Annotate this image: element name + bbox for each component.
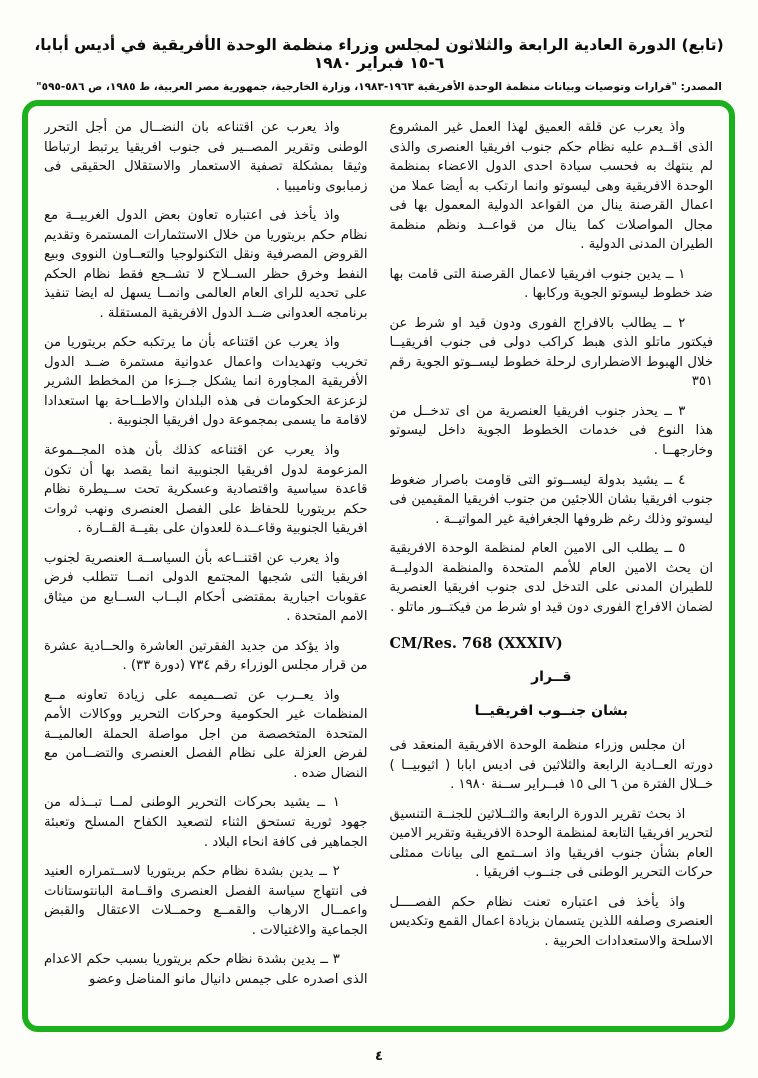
- page-number: ٤: [375, 1049, 383, 1064]
- resolution-reference: CM/Res. 768 (XXXIV): [389, 635, 563, 653]
- paragraph-reaffirm-resolution-734: واذ يؤكد من جديد الفقرتين العاشرة والحــادية عشرة من قرار مجلس الوزراء رقم ٧٣٤ (دورة ٣٣) .: [44, 638, 368, 674]
- paragraph-coordination-committee: اذ بحث تقرير الدورة الرابعة والثــلاثين للجنــة التنسيق لتحرير افريقيا التابعة لمنظمة الوحدة الافريقية وتقرير الامين العام بشأن جنوب افريقيا واذ اســتمع الى بيانات ممثلى حركات التحرير الوطنى فى جنــوب افريقيا .: [389, 806, 713, 881]
- paragraph-clause-2-release-matlou: ٢ ــ يطالب بالافراج الفورى ودون قيد او شرط عن فيكتور ماتلو الذى هبط كراكب دولى فى جنوب افريقيــا خلال الهبوط الاضطرارى لرحلة خطوط ليســوتو الجوية رقم ٣٥١: [389, 315, 713, 390]
- paragraph-clause-3-warning: ٣ ــ يحذر جنوب افريقيا العنصرية من اى تدخــل من هذا النوع فى خدمات الخطوط الجوية داخل ليسوتو وخارجهــا .: [389, 403, 713, 458]
- content-border-box: [22, 100, 735, 1032]
- paragraph-clause-1-praise-movements: ١ ــ يشيد بحركات التحرير الوطنى لمــا تبــذله من جهود ثورية تستحق الثناء لتصعيد الكفاح المسلح وتعبئة الجماهير فى كافة انحاء البلاد .: [44, 795, 368, 850]
- paragraph-clause-3-death-sentence: ٣ ــ يدين بشدة نظام حكم بريتوريا بسبب حكم الاعدام الذى اصدره على جيمس دانيال مانو المناضل وعضو: [44, 952, 368, 987]
- paragraph-clause-4-lesotho-praise: ٤ ــ يشيد بدولة ليســوتو التى قاومت باصرار ضغوط جنوب افريقيا بشان اللاجئين من جنوب افريقيا المقيمين فى ليسوتو وذلك رغم ظروفها الجغرافية غير المواتيــة .: [389, 472, 713, 527]
- paragraph-alleged-constellation: واذ يعرب عن اقتناعه كذلك بأن هذه المجــموعة المزعومة لدول افريقيا الجنوبية انما يقصد بها أن تكون قاعدة سياسية واقتصادية وعسكرية تحت ســيطرة نظام حكم بريتوريا للحفاظ على الفصل العنصرى ونهب ثروات افريقيا الجنوبية وقاعــدة للعدوان على بقيــة القــارة .: [44, 442, 368, 537]
- two-column-layout: [44, 118, 713, 1016]
- source-citation: المصدر: "قرارات وتوصيات وبيانات منظمة الوحدة الأفريقية ١٩٦٣-١٩٨٣، وزارة الخارجية، جمهورية مصر العربية، ط ١٩٨٥، ص ٥٨٦-٥٩٥": [36, 81, 722, 93]
- resolution-subheading: بشان جنــوب افريقيــا: [474, 703, 628, 720]
- paragraph-apartheid-obstinacy: واذ يأخذ فى اعتباره تعنت نظام حكم الفصــــل العنصرى وصلفه اللذين يتسمان بزيادة اعمال القمع وتكديس الاسلحة والاستعدادات الحربية .: [389, 894, 713, 949]
- resolution-heading: قــرار: [531, 668, 572, 685]
- paragraph-council-session: ان مجلس وزراء منظمة الوحدة الافريقية المنعقد فى دورته العــادية الرابعة والثلاثين فى اديس ابابا ( اثيوبيــا ) خــلال الفترة من ٦ الى ١٥ فبــراير ســنة ١٩٨٠ .: [389, 738, 713, 793]
- paragraph-pretoria-sabotage: واذ يعرب عن اقتناعه بأن ما يرتكبه حكم بريتوريا من تخريب وتهديدات واعمال عدوانية مستمرة ضــد الدول الأفريقية المجاورة انما يشكل جــزءا من المخطط الشرير لزعزعة الحكومات فى هذه البلدان والاطــاحة بها استعدادا لاقامة ما يسمى بمجموعة دول افريقيا الجنوبية .: [44, 335, 368, 429]
- paragraph-clause-1-condemn-piracy: ١ ــ يدين جنوب افريقيا لاعمال القرصنة التى قامت بها ضد خطوط ليسوتو الجوية وركابها .: [389, 266, 713, 302]
- paragraph-western-cooperation: واذ يأخذ فى اعتباره تعاون بعض الدول الغربيــة مع نظام حكم بريتوريا من خلال الاستثمارات المستمرة وتقديم القروض المصرفية ونقل التكنولوجيا والتعــاون النووى وبيع النفط وخرق حظر الســلاح لا تشــجع فقط نظام الحكم على تحديه للراى العام العالمى وانمــا يسهل له ايضا تنفيذ برنامجه العدوانى ضــد الدول الافريقية المستقلة .: [44, 208, 368, 321]
- column-left: [44, 118, 368, 1016]
- page-title: (تابع) الدورة العادية الرابعة والثلاثون لمجلس وزراء منظمة الوحدة الأفريقية في أديس أبابا، ٦-١٥ فبراير ١٩٨٠: [34, 36, 724, 72]
- paragraph-sanctions-chapter-seven: واذ يعرب عن اقتنــاعه بأن السياســة العنصرية لجنوب افريقيا التى شجبها المجتمع الدولى انمــا تتطلب فرض عقوبات اجبارية بمقتضى أحكام البــاب الســابع من ميثاق الامم المتحدة .: [44, 550, 368, 625]
- paragraph-clause-5-secretary-general: ٥ ــ يطلب الى الامين العام لمنظمة الوحدة الافريقية ان يحث الامين العام للأمم المتحدة والمنظمة الدوليــة للطيران المدنى على التدخل لدى جنوب افريقيا العنصرية لضمان الافراج الفورى دون قيد او شرط من فيكتــور ماتلو .: [389, 541, 713, 615]
- paragraph-ngo-cooperation: واذ يعــرب عن تصــميمه على زيادة تعاونه مــع المنظمات غير الحكومية وحركات التحرير ووكالات الأمم المتحدة المتخصصة من اجل مواصلة الحملة العالميــة لفرض العزلة على نظام الفصل العنصرى والتضــامن مع النضال ضده .: [44, 687, 368, 781]
- document-header: [0, 0, 758, 93]
- paragraph-liberation-conviction: واذ يعرب عن اقتناعه بان النضــال من أجل التحرر الوطنى وتقرير المصــير فى جنوب افريقيا يرتبط ارتباطا وثيقا بمشكلة تصفية الاستعمار والاستقلال الحقيقى فى زمبابوى وناميبيا .: [44, 120, 368, 194]
- paragraph-clause-2-condemn-pretoria: ٢ ــ يدين بشدة نظام حكم بريتوريا لاســتمراره العنيد فى انتهاج سياسة الفصل العنصرى واقــامة البانتوستانات واعمــال الارهاب والقمــع وحمــلات الاعتقال والقبض الجماعية والاغتيالات .: [44, 864, 368, 938]
- column-right: [390, 118, 714, 1016]
- paragraph-preamble-piracy: واذ يعرب عن قلقه العميق لهذا العمل غير المشروع الذى اقــدم عليه نظام حكم جنوب افريقيا العنصرى والذى لم ينتهك به فحسب سيادة احدى الدول الاعضاء بمنظمة الوحدة الافريقية وهى ليسوتو وانما ارتكب به أيضا عملا من اعمال القرصنة ينال من القواعد الدولية المعمول بها فى مجال المواصلات كما ينال من قواعــد ونظم منظمة الطيران المدنى الدولية .: [389, 120, 713, 253]
